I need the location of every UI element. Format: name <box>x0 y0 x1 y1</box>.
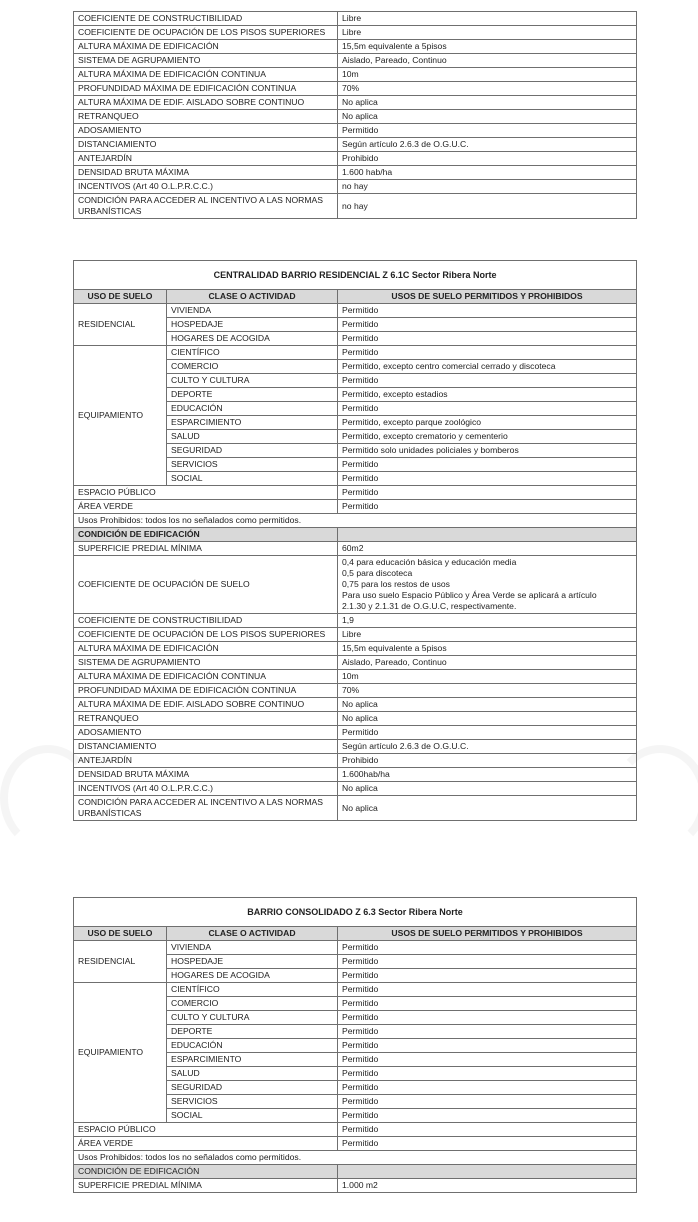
row-value: no hay <box>338 180 637 194</box>
row-value: 70% <box>338 82 637 96</box>
row-label: COEFICIENTE DE CONSTRUCTIBILIDAD <box>74 12 338 26</box>
table-row <box>74 54 637 68</box>
row-value: 1,9 <box>338 614 637 628</box>
uso-cell: Permitido, excepto centro comercial cerrado y discoteca <box>338 360 637 374</box>
clase-cell: COMERCIO <box>167 360 338 374</box>
table-row <box>74 138 637 152</box>
table-row-incentive-condition <box>74 194 637 219</box>
clase-cell: HOSPEDAJE <box>167 318 338 332</box>
clase-cell: ESPARCIMIENTO <box>167 1053 338 1067</box>
table-row <box>74 782 637 796</box>
table-row <box>74 124 637 138</box>
row-value: No aplica <box>338 782 637 796</box>
table-row <box>74 684 637 698</box>
uso-cell: Permitido <box>338 472 637 486</box>
row-area-verde <box>74 1137 637 1151</box>
uso-cell: Permitido <box>338 1067 637 1081</box>
uso-cell: Permitido <box>338 1109 637 1123</box>
row-label: ALTURA MÁXIMA DE EDIFICACIÓN CONTINUA <box>74 68 338 82</box>
row-label <box>74 796 338 821</box>
header-uso-de-suelo: USO DE SUELO <box>74 290 167 304</box>
clase-cell: SERVICIOS <box>167 458 338 472</box>
row-label: ADOSAMIENTO <box>74 726 338 740</box>
row-label: SISTEMA DE AGRUPAMIENTO <box>74 656 338 670</box>
row-label: COEFICIENTE DE OCUPACIÓN DE LOS PISOS SUPERIORES <box>74 628 338 642</box>
clase-cell: SERVICIOS <box>167 1095 338 1109</box>
row-label: ALTURA MÁXIMA DE EDIF. AISLADO SOBRE CONTINUO <box>74 96 338 110</box>
row-value: Permitido <box>338 124 637 138</box>
row-label: ADOSAMIENTO <box>74 124 338 138</box>
table-centralidad-barrio-residencial <box>73 260 637 821</box>
header-usos-permitidos: USOS DE SUELO PERMITIDOS Y PROHIBIDOS <box>338 290 637 304</box>
row-value: Prohibido <box>338 152 637 166</box>
group-equipamiento: EQUIPAMIENTO <box>74 983 167 1123</box>
row-value: Permitido <box>338 1123 637 1137</box>
uso-cell: Permitido, excepto estadios <box>338 388 637 402</box>
row-value: Permitido <box>338 500 637 514</box>
table-title: CENTRALIDAD BARRIO RESIDENCIAL Z 6.1C Sector Ribera Norte <box>74 261 637 290</box>
cos-line: Para uso suelo Espacio Público y Área Verde se aplicará a artículo <box>342 590 597 600</box>
row-label: ALTURA MÁXIMA DE EDIFICACIÓN CONTINUA <box>74 670 338 684</box>
condicion-header-empty <box>338 1165 637 1179</box>
row-value: No aplica <box>338 796 637 821</box>
uso-cell: Permitido <box>338 997 637 1011</box>
table-row <box>74 110 637 124</box>
table2-body <box>74 304 637 821</box>
table-row <box>74 941 637 955</box>
prohibidos-note: Usos Prohibidos: todos los no señalados como permitidos. <box>74 1151 637 1165</box>
table-row <box>74 754 637 768</box>
clase-cell: SALUD <box>167 430 338 444</box>
row-label: INCENTIVOS (Art 40 O.L.P.R.C.C.) <box>74 782 338 796</box>
group-residencial: RESIDENCIAL <box>74 304 167 346</box>
row-superficie-predial <box>74 1179 637 1193</box>
row-label: DENSIDAD BRUTA MÁXIMA <box>74 166 338 180</box>
row-area-verde <box>74 500 637 514</box>
row-value: Según artículo 2.6.3 de O.G.U.C. <box>338 138 637 152</box>
table-row <box>74 614 637 628</box>
row-label: ALTURA MÁXIMA DE EDIF. AISLADO SOBRE CONTINUO <box>74 698 338 712</box>
row-label: INCENTIVOS (Art 40 O.L.P.R.C.C.) <box>74 180 338 194</box>
table-title: BARRIO CONSOLIDADO Z 6.3 Sector Ribera Norte <box>74 898 637 927</box>
clase-cell: EDUCACIÓN <box>167 1039 338 1053</box>
uso-cell: Permitido <box>338 955 637 969</box>
clase-cell: CULTO Y CULTURA <box>167 374 338 388</box>
label-line: URBANÍSTICAS <box>78 808 142 818</box>
row-label: ANTEJARDÍN <box>74 754 338 768</box>
row-value: Permitido <box>338 1137 637 1151</box>
uso-cell: Permitido <box>338 304 637 318</box>
row-coeficiente-ocupacion-suelo <box>74 556 637 614</box>
cos-line: 0,75 para los restos de usos <box>342 579 450 589</box>
row-label: DENSIDAD BRUTA MÁXIMA <box>74 768 338 782</box>
cos-line: 0,4 para educación básica y educación media <box>342 557 517 567</box>
table-row <box>74 983 637 997</box>
uso-cell: Permitido <box>338 1081 637 1095</box>
row-value: 60m2 <box>338 542 637 556</box>
row-label: ALTURA MÁXIMA DE EDIFICACIÓN <box>74 40 338 54</box>
row-label: RETRANQUEO <box>74 712 338 726</box>
row-value: 10m <box>338 68 637 82</box>
row-value: 15,5m equivalente a 5pisos <box>338 40 637 54</box>
row-label: ESPACIO PÚBLICO <box>74 486 338 500</box>
clase-cell: SALUD <box>167 1067 338 1081</box>
table-row <box>74 656 637 670</box>
uso-cell: Permitido <box>338 346 637 360</box>
row-label: SUPERFICIE PREDIAL MÍNIMA <box>74 542 338 556</box>
row-label: PROFUNDIDAD MÁXIMA DE EDIFICACIÓN CONTINUA <box>74 82 338 96</box>
row-value: Prohibido <box>338 754 637 768</box>
row-value: 15,5m equivalente a 5pisos <box>338 642 637 656</box>
row-label: SUPERFICIE PREDIAL MÍNIMA <box>74 1179 338 1193</box>
table3-body <box>74 941 637 1193</box>
row-label: ANTEJARDÍN <box>74 152 338 166</box>
row-value: No aplica <box>338 110 637 124</box>
clase-cell: VIVIENDA <box>167 941 338 955</box>
uso-cell: Permitido <box>338 1025 637 1039</box>
row-label: PROFUNDIDAD MÁXIMA DE EDIFICACIÓN CONTINUA <box>74 684 338 698</box>
table-row-incentive-condition <box>74 796 637 821</box>
clase-cell: SEGURIDAD <box>167 444 338 458</box>
row-value: Aislado, Pareado, Continuo <box>338 656 637 670</box>
cos-line: 2.1.30 y 2.1.31 de O.G.U.C, respectivamente. <box>342 601 517 611</box>
clase-cell: DEPORTE <box>167 388 338 402</box>
row-value: Aislado, Pareado, Continuo <box>338 54 637 68</box>
row-prohibidos-note <box>74 1151 637 1165</box>
row-label: ESPACIO PÚBLICO <box>74 1123 338 1137</box>
row-value: Permitido <box>338 726 637 740</box>
clase-cell: CIENTÍFICO <box>167 983 338 997</box>
row-value: 1.600 hab/ha <box>338 166 637 180</box>
row-condicion-header <box>74 528 637 542</box>
uso-cell: Permitido <box>338 458 637 472</box>
group-equipamiento: EQUIPAMIENTO <box>74 346 167 486</box>
label-line: CONDICIÓN PARA ACCEDER AL INCENTIVO A LAS NORMAS <box>78 797 323 807</box>
row-value: 1.000 m2 <box>338 1179 637 1193</box>
table-row <box>74 768 637 782</box>
uso-cell: Permitido <box>338 318 637 332</box>
uso-cell: Permitido <box>338 374 637 388</box>
table-row <box>74 180 637 194</box>
table-row <box>74 726 637 740</box>
row-value: Libre <box>338 26 637 40</box>
table-row <box>74 40 637 54</box>
table-row <box>74 628 637 642</box>
row-value: Según artículo 2.6.3 de O.G.U.C. <box>338 740 637 754</box>
row-value: 70% <box>338 684 637 698</box>
row-value: No aplica <box>338 698 637 712</box>
table-row <box>74 96 637 110</box>
table-barrio-consolidado <box>73 897 637 1193</box>
row-value: No aplica <box>338 96 637 110</box>
row-label: RETRANQUEO <box>74 110 338 124</box>
table-row <box>74 68 637 82</box>
table-row <box>74 304 637 318</box>
cos-line: 0,5 para discoteca <box>342 568 413 578</box>
prohibidos-note: Usos Prohibidos: todos los no señalados como permitidos. <box>74 514 637 528</box>
table-row <box>74 346 637 360</box>
norms-table-continued <box>73 11 637 219</box>
row-superficie-predial <box>74 542 637 556</box>
table-row <box>74 82 637 96</box>
uso-cell: Permitido <box>338 1039 637 1053</box>
uso-cell: Permitido <box>338 402 637 416</box>
uso-cell: Permitido, excepto crematorio y cementerio <box>338 430 637 444</box>
table-row <box>74 152 637 166</box>
uso-cell: Permitido <box>338 1095 637 1109</box>
row-label: COEFICIENTE DE CONSTRUCTIBILIDAD <box>74 614 338 628</box>
header-clase-o-actividad: CLASE O ACTIVIDAD <box>167 290 338 304</box>
clase-cell: HOGARES DE ACOGIDA <box>167 332 338 346</box>
table-row <box>74 712 637 726</box>
clase-cell: COMERCIO <box>167 997 338 1011</box>
row-value: 10m <box>338 670 637 684</box>
uso-cell: Permitido <box>338 332 637 346</box>
group-residencial: RESIDENCIAL <box>74 941 167 983</box>
clase-cell: HOSPEDAJE <box>167 955 338 969</box>
row-value: no hay <box>338 194 637 219</box>
row-label: ALTURA MÁXIMA DE EDIFICACIÓN <box>74 642 338 656</box>
clase-cell: DEPORTE <box>167 1025 338 1039</box>
clase-cell: SOCIAL <box>167 1109 338 1123</box>
row-prohibidos-note <box>74 514 637 528</box>
uso-cell: Permitido <box>338 941 637 955</box>
table-row <box>74 642 637 656</box>
row-label: COEFICIENTE DE OCUPACIÓN DE SUELO <box>74 556 338 614</box>
condicion-header: CONDICIÓN DE EDIFICACIÓN <box>74 528 338 542</box>
clase-cell: CULTO Y CULTURA <box>167 1011 338 1025</box>
row-value: 1.600hab/ha <box>338 768 637 782</box>
row-label: DISTANCIAMIENTO <box>74 740 338 754</box>
condicion-header: CONDICIÓN DE EDIFICACIÓN <box>74 1165 338 1179</box>
uso-cell: Permitido <box>338 1053 637 1067</box>
table-row <box>74 12 637 26</box>
uso-cell: Permitido <box>338 983 637 997</box>
row-espacio-publico <box>74 486 637 500</box>
row-value: Permitido <box>338 486 637 500</box>
condicion-header-empty <box>338 528 637 542</box>
table-row <box>74 670 637 684</box>
table1-body <box>74 12 637 219</box>
row-label: DISTANCIAMIENTO <box>74 138 338 152</box>
row-label: ÁREA VERDE <box>74 1137 338 1151</box>
uso-cell: Permitido, excepto parque zoológico <box>338 416 637 430</box>
row-label <box>74 194 338 219</box>
label-line: URBANÍSTICAS <box>78 206 142 216</box>
row-label: ÁREA VERDE <box>74 500 338 514</box>
header-usos-permitidos: USOS DE SUELO PERMITIDOS Y PROHIBIDOS <box>338 927 637 941</box>
row-value: Libre <box>338 628 637 642</box>
row-label: SISTEMA DE AGRUPAMIENTO <box>74 54 338 68</box>
row-label: COEFICIENTE DE OCUPACIÓN DE LOS PISOS SUPERIORES <box>74 26 338 40</box>
table-row <box>74 26 637 40</box>
clase-cell: EDUCACIÓN <box>167 402 338 416</box>
clase-cell: SEGURIDAD <box>167 1081 338 1095</box>
uso-cell: Permitido <box>338 969 637 983</box>
uso-cell: Permitido solo unidades policiales y bomberos <box>338 444 637 458</box>
row-value: No aplica <box>338 712 637 726</box>
row-value: Libre <box>338 12 637 26</box>
clase-cell: ESPARCIMIENTO <box>167 416 338 430</box>
clase-cell: VIVIENDA <box>167 304 338 318</box>
label-line: CONDICIÓN PARA ACCEDER AL INCENTIVO A LAS NORMAS <box>78 195 323 205</box>
table-row <box>74 698 637 712</box>
row-condicion-header <box>74 1165 637 1179</box>
row-espacio-publico <box>74 1123 637 1137</box>
header-uso-de-suelo: USO DE SUELO <box>74 927 167 941</box>
table-row <box>74 166 637 180</box>
uso-cell: Permitido <box>338 1011 637 1025</box>
clase-cell: SOCIAL <box>167 472 338 486</box>
clase-cell: CIENTÍFICO <box>167 346 338 360</box>
header-clase-o-actividad: CLASE O ACTIVIDAD <box>167 927 338 941</box>
table-row <box>74 740 637 754</box>
clase-cell: HOGARES DE ACOGIDA <box>167 969 338 983</box>
row-value <box>338 556 637 614</box>
